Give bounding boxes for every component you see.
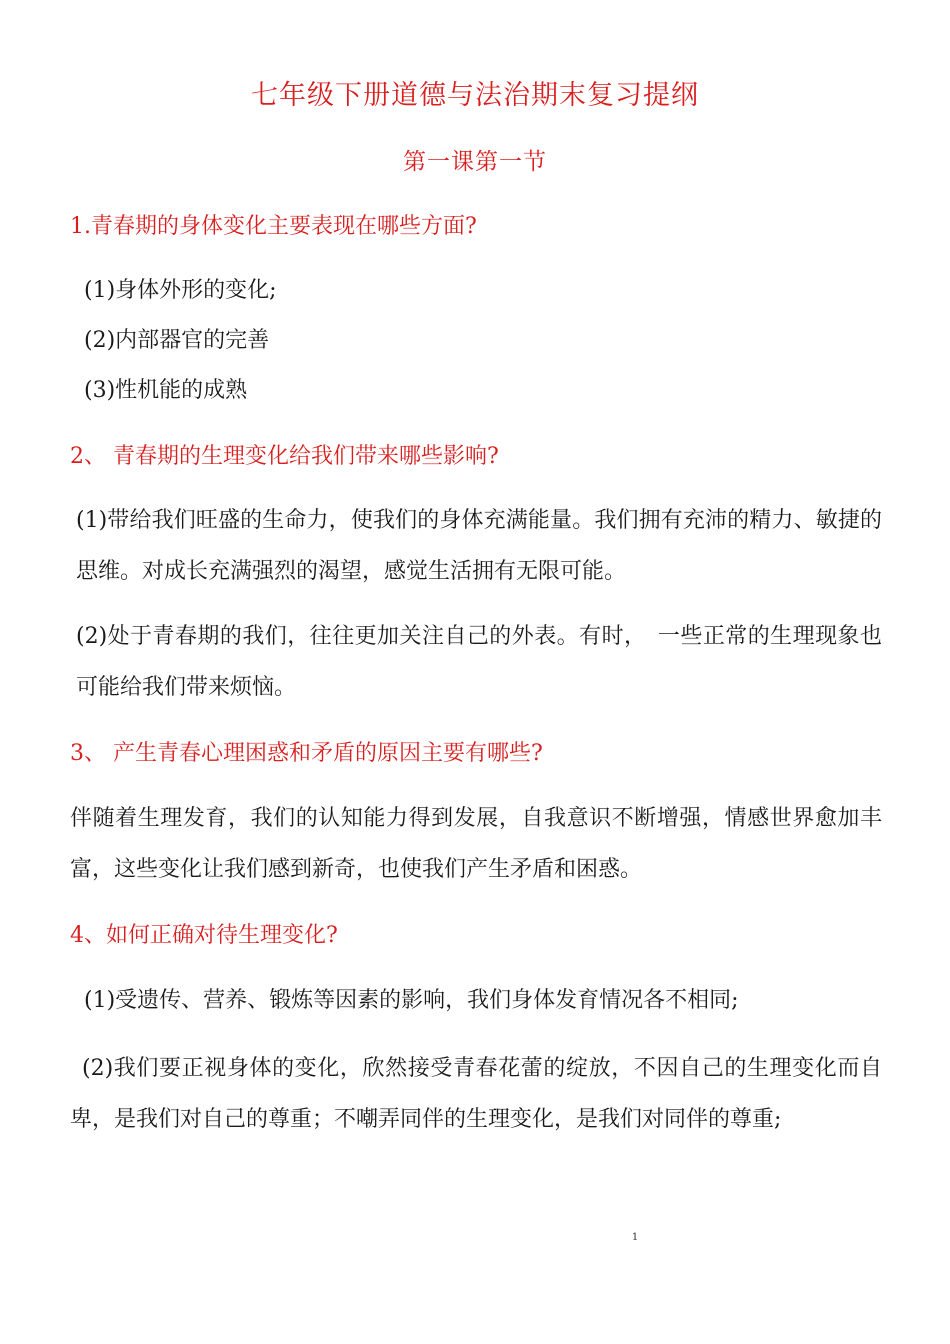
- question-heading-2: 2、 青春期的生理变化给我们带来哪些影响?: [70, 444, 499, 469]
- lesson-subtitle: 第一课第一节: [403, 149, 547, 175]
- page-number: 1: [631, 1232, 639, 1243]
- answer-item: (1)受遗传、营养、锻炼等因素的影响，我们身体发育情况各不相同;: [84, 988, 739, 1013]
- answer-paragraph: (2)处于青春期的我们，往往更加关注自己的外表。有时， 一些正常的生理现象也可能给我们带来烦恼。: [76, 624, 882, 700]
- question-heading-4: 4、如何正确对待生理变化?: [70, 923, 338, 948]
- answer-paragraph: (2)我们要正视身体的变化，欣然接受青春花蕾的绽放，不因自己的生理变化而自卑，是我们对自己的尊重；不嘲弄同伴的生理变化，是我们对同伴的尊重;: [70, 1056, 882, 1132]
- answer-paragraph: (1)带给我们旺盛的生命力，使我们的身体充满能量。我们拥有充沛的精力、敏捷的思维。对成长充满强烈的渴望，感觉生活拥有无限可能。: [76, 508, 882, 584]
- answer-item: (3)性机能的成熟: [84, 378, 248, 403]
- question-heading-1: 1.青春期的身体变化主要表现在哪些方面?: [70, 214, 477, 239]
- question-heading-3: 3、 产生青春心理困惑和矛盾的原因主要有哪些?: [70, 741, 543, 766]
- answer-item: (1)身体外形的变化;: [84, 278, 277, 303]
- answer-item: (2)内部器官的完善: [84, 328, 270, 353]
- document-title: 七年级下册道德与法治期末复习提纲: [251, 80, 699, 111]
- answer-paragraph: 伴随着生理发育，我们的认知能力得到发展，自我意识不断增强，情感世界愈加丰富，这些变化让我们感到新奇，也使我们产生矛盾和困惑。: [70, 806, 882, 882]
